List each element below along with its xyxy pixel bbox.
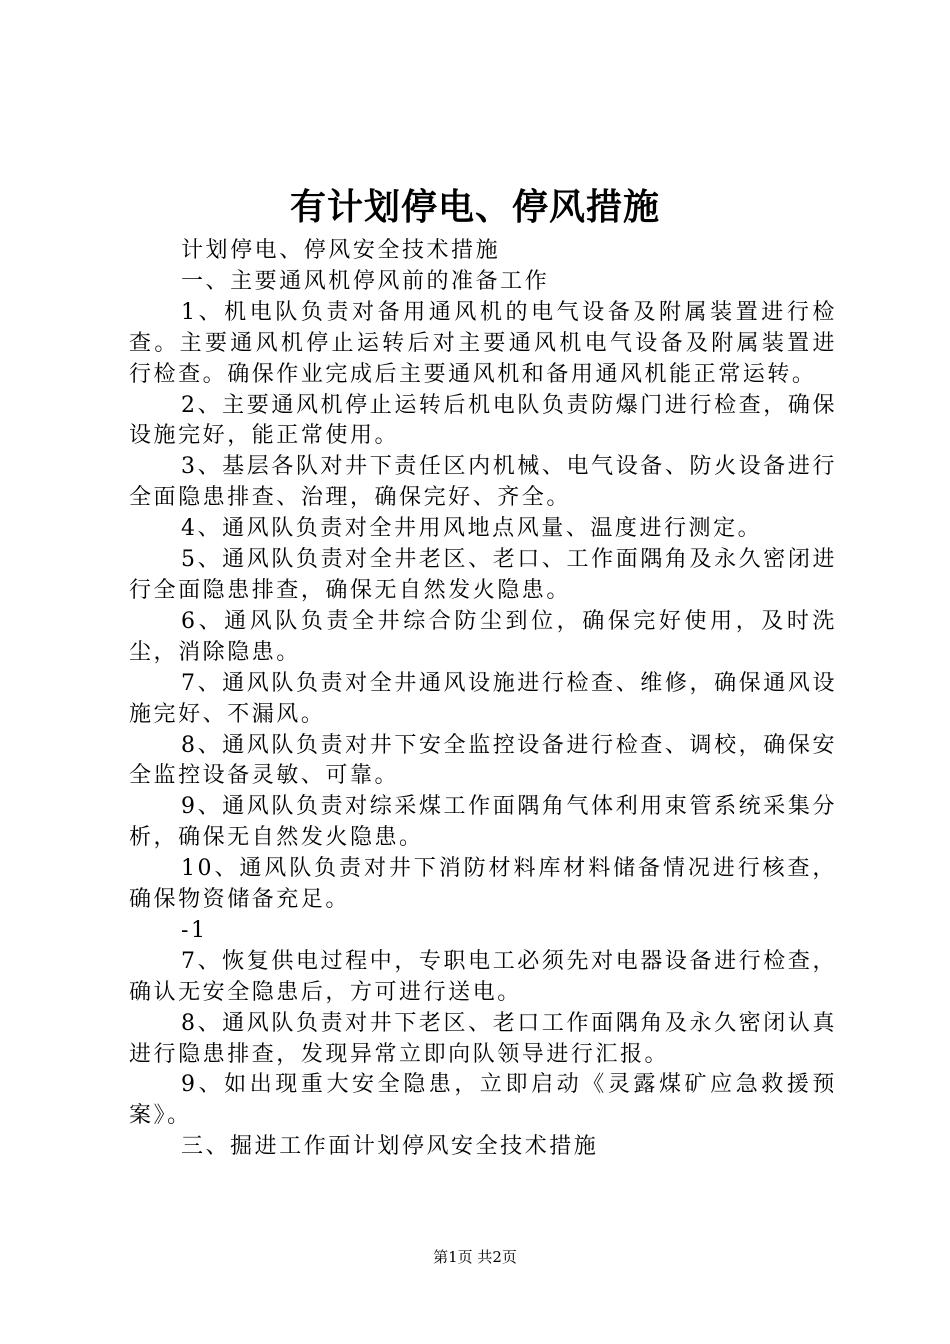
paragraph-item: 9、通风队负责对综采煤工作面隅角气体利用束管系统采集分析，确保无自然发火隐患。	[129, 794, 837, 851]
paragraph-item: 10、通风队负责对井下消防材料库材料储备情况进行核查，确保物资储备充足。	[129, 856, 837, 913]
paragraph-item: 8、通风队负责对井下老区、老口工作面隅角及永久密闭认真进行隐患排查，发现异常立即向队领导进行汇报。	[129, 1010, 837, 1067]
page-marker: -1	[181, 917, 208, 943]
paragraph-item: 7、恢复供电过程中，专职电工必须先对电器设备进行检查，确认无安全隐患后，方可进行送电。	[129, 948, 837, 1005]
document-body	[129, 236, 837, 1163]
paragraph-item: 9、如出现重大安全隐患，立即启动《灵露煤矿应急救援预案》。	[129, 1072, 837, 1129]
paragraph-item: 2、主要通风机停止运转后机电队负责防爆门进行检查，确保设施完好，能正常使用。	[129, 392, 837, 449]
paragraph-item: 6、通风队负责全井综合防尘到位，确保完好使用，及时洗尘，消除隐患。	[129, 608, 837, 665]
paragraph-item: 7、通风队负责对全井通风设施进行检查、维修，确保通风设施完好、不漏风。	[129, 670, 837, 727]
page-footer: 第1页 共2页	[433, 1248, 517, 1266]
paragraph-item: 1、机电队负责对备用通风机的电气设备及附属装置进行检查。主要通风机停止运转后对主要通风机电气设备及附属装置进行检查。确保作业完成后主要通风机和备用通风机能正常运转。	[129, 299, 837, 387]
paragraph-subtitle: 计划停电、停风安全技术措施	[181, 238, 501, 263]
section-heading-1: 一、主要通风机停风前的准备工作	[181, 268, 550, 294]
document-title: 有计划停电、停风措施	[289, 187, 660, 228]
paragraph-item: 8、通风队负责对井下安全监控设备进行检查、调校，确保安全监控设备灵敏、可靠。	[129, 732, 837, 789]
paragraph-item: 4、通风队负责对全井用风地点风量、温度进行测定。	[181, 516, 763, 542]
paragraph-item: 5、通风队负责对全井老区、老口、工作面隅角及永久密闭进行全面隐患排查，确保无自然发火隐患。	[129, 547, 837, 603]
paragraph-item: 3、基层各队对井下责任区内机械、电气设备、防火设备进行全面隐患排查、治理，确保完好、齐全。	[129, 454, 837, 511]
section-heading-3: 三、掘进工作面计划停风安全技术措施	[181, 1134, 599, 1160]
